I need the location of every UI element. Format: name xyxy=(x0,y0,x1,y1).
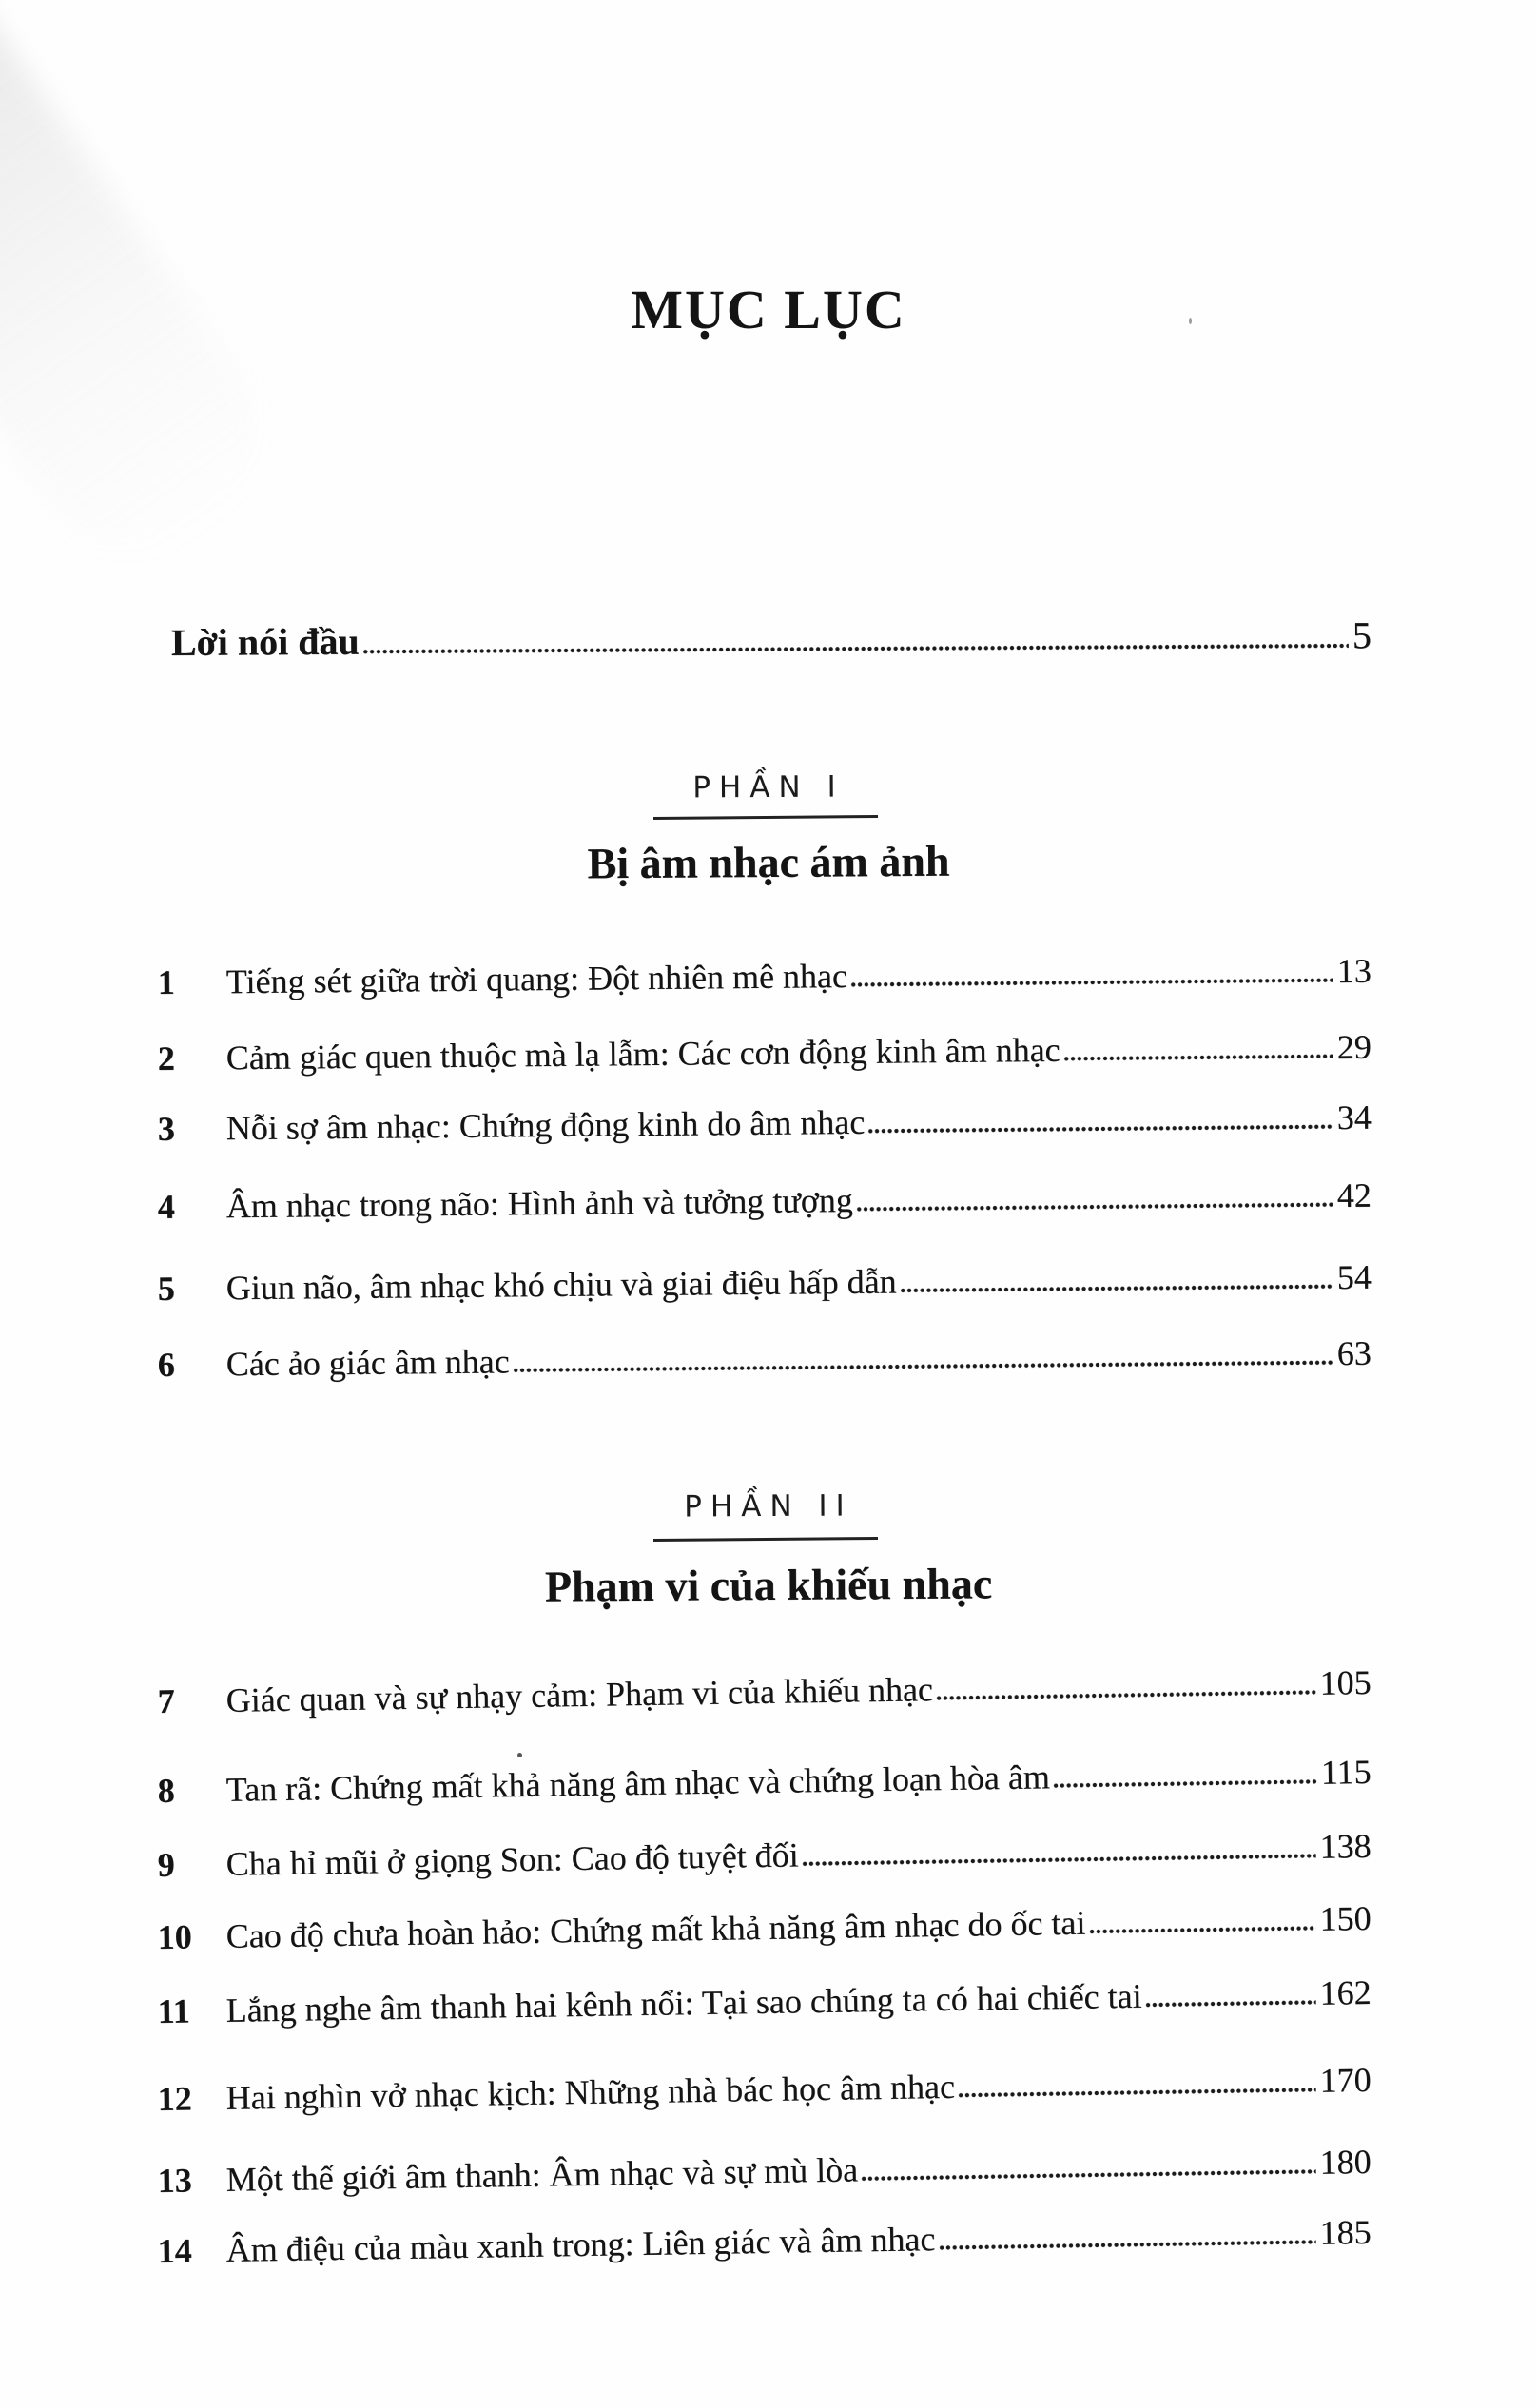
toc-entry-2 xyxy=(158,1027,1372,1078)
page-number: 185 xyxy=(1319,2212,1372,2252)
toc-entry-preface xyxy=(171,612,1372,665)
page-number: 180 xyxy=(1319,2142,1372,2182)
preface-label: Lời nói đầu xyxy=(170,619,360,664)
dot-leader xyxy=(1053,1779,1317,1788)
chapter-number: 13 xyxy=(157,2161,192,2201)
chapter-number: 9 xyxy=(157,1845,175,1885)
dot-leader xyxy=(861,2169,1316,2182)
chapter-title: Các ảo giác âm nhạc xyxy=(225,1342,510,1384)
toc-entry-4 xyxy=(158,1175,1372,1227)
dot-leader xyxy=(936,1690,1316,1700)
chapter-title: Cha hỉ mũi ở giọng Son: Cao độ tuyệt đối xyxy=(225,1835,799,1883)
chapter-title: Giác quan và sự nhạy cảm: Phạm vi của khiếu nhạc xyxy=(225,1670,934,1719)
dot-leader xyxy=(900,1284,1333,1292)
chapter-title: Hai nghìn vở nhạc kịch: Những nhà bác học âm nhạc xyxy=(225,2067,956,2117)
chapter-number: 14 xyxy=(157,2231,192,2271)
page-number: 170 xyxy=(1319,2060,1372,2100)
scan-speck xyxy=(517,1753,522,1757)
page-number: 54 xyxy=(1336,1257,1372,1297)
page-number: 162 xyxy=(1319,1972,1372,2012)
page-number: 34 xyxy=(1336,1097,1372,1137)
chapter-number: 4 xyxy=(157,1187,175,1226)
toc-entry-7 xyxy=(157,1662,1372,1721)
toc-entry-1 xyxy=(158,951,1372,1002)
page-number: 5 xyxy=(1352,613,1372,657)
toc-entry-8 xyxy=(157,1752,1372,1811)
chapter-number: 7 xyxy=(157,1681,175,1721)
chapter-title: Cao độ chưa hoàn hảo: Chứng mất khả năng âm nhạc do ốc tai xyxy=(225,1903,1086,1955)
page-number: 138 xyxy=(1319,1826,1372,1866)
part2-divider xyxy=(653,1537,878,1542)
page-title: MỤC LỤC xyxy=(631,279,906,340)
toc-entry-11 xyxy=(157,1972,1372,2031)
page-number: 115 xyxy=(1320,1752,1372,1792)
page-number: 29 xyxy=(1336,1027,1372,1067)
toc-entry-14 xyxy=(157,2212,1372,2271)
part1-divider xyxy=(653,815,878,820)
toc-entry-10 xyxy=(157,1898,1372,1957)
chapter-number: 11 xyxy=(157,1991,190,2031)
part2-heading: PHẦN II xyxy=(684,1488,853,1524)
part1-subtitle: Bị âm nhạc ám ảnh xyxy=(587,836,950,888)
dot-leader xyxy=(802,1854,1316,1866)
dot-leader xyxy=(1088,1926,1315,1934)
part2-subtitle: Phạm vi của khiếu nhạc xyxy=(544,1559,993,1611)
dot-leader xyxy=(1063,1054,1333,1061)
part1-heading: PHẦN I xyxy=(692,769,845,806)
toc-entry-13 xyxy=(157,2142,1372,2201)
chapter-number: 10 xyxy=(157,1917,192,1957)
dot-leader xyxy=(938,2240,1315,2250)
chapter-number: 2 xyxy=(157,1039,175,1078)
toc-entry-6 xyxy=(158,1333,1372,1385)
chapter-title: Cảm giác quen thuộc mà lạ lẫm: Các cơn động kinh âm nhạc xyxy=(225,1030,1060,1078)
chapter-number: 1 xyxy=(157,962,175,1001)
dot-leader xyxy=(1145,2000,1316,2008)
dot-leader xyxy=(362,643,1349,653)
chapter-title: Giun não, âm nhạc khó chịu và giai điệu hấp dẫn xyxy=(225,1262,897,1308)
chapter-title: Tan rã: Chứng mất khả năng âm nhạc và chứng loạn hòa âm xyxy=(225,1757,1051,1809)
chapter-number: 3 xyxy=(157,1109,175,1148)
chapter-number: 6 xyxy=(157,1345,175,1384)
dot-leader xyxy=(856,1202,1333,1212)
page-number: 150 xyxy=(1319,1898,1372,1938)
chapter-title: Âm nhạc trong não: Hình ảnh và tưởng tượng xyxy=(225,1180,853,1226)
toc-entry-3 xyxy=(158,1097,1372,1149)
toc-entry-12 xyxy=(157,2060,1372,2119)
page-number: 13 xyxy=(1336,951,1372,991)
chapter-number: 8 xyxy=(157,1771,175,1811)
page-number: 42 xyxy=(1336,1175,1372,1215)
toc-entry-5 xyxy=(158,1257,1372,1309)
dot-leader xyxy=(850,978,1333,987)
dot-leader xyxy=(867,1124,1333,1134)
dot-leader xyxy=(513,1360,1333,1372)
chapter-title: Lắng nghe âm thanh hai kênh nổi: Tại sao chúng ta có hai chiếc tai xyxy=(225,1976,1142,2029)
page-number: 63 xyxy=(1336,1333,1372,1373)
chapter-number: 5 xyxy=(157,1269,175,1308)
chapter-title: Một thế giới âm thanh: Âm nhạc và sự mù lòa xyxy=(225,2150,859,2199)
dot-leader xyxy=(958,2088,1316,2098)
page-number: 105 xyxy=(1319,1662,1372,1702)
toc-entry-9 xyxy=(157,1826,1372,1885)
chapter-title: Tiếng sét giữa trời quang: Đột nhiên mê nhạc xyxy=(225,957,848,1001)
chapter-number: 12 xyxy=(157,2079,192,2119)
chapter-title: Nỗi sợ âm nhạc: Chứng động kinh do âm nhạc xyxy=(225,1102,866,1148)
chapter-title: Âm điệu của màu xanh trong: Liên giác và âm nhạc xyxy=(225,2220,936,2269)
